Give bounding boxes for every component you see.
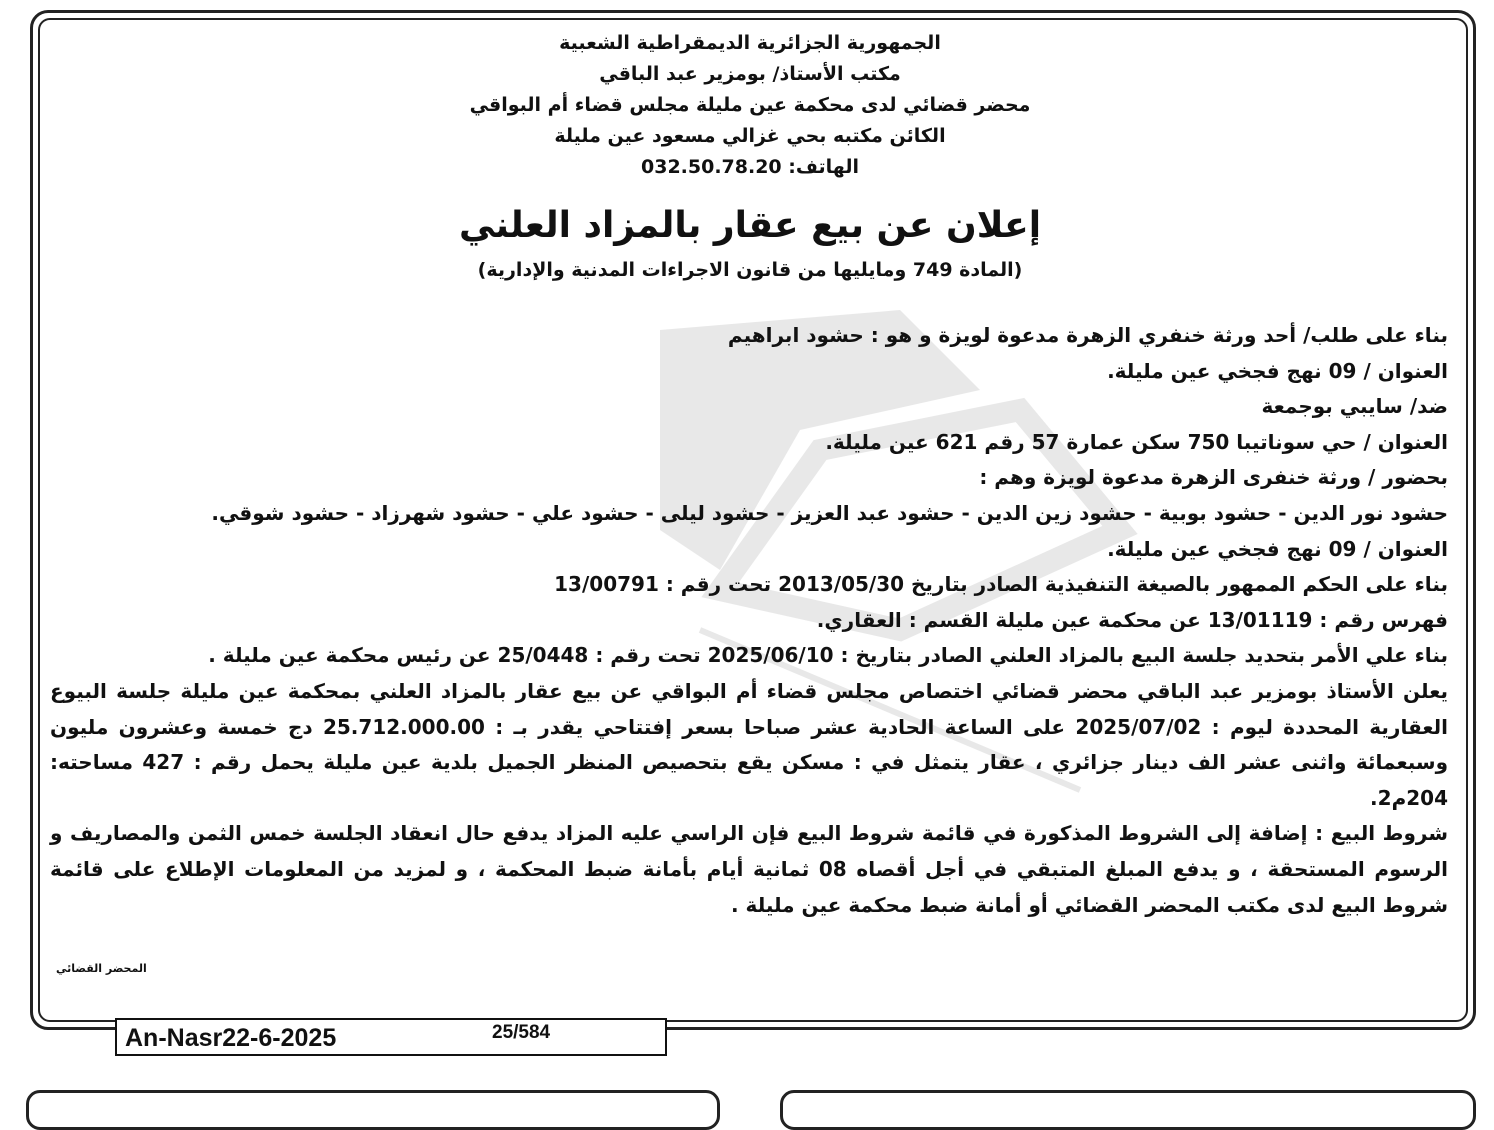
defendant-line: ضد/ سايبي بوجمعة bbox=[1261, 394, 1448, 419]
sale-conditions: شروط البيع : إضافة إلى الشروط المذكورة في قائمة شروط البيع فإن الراسي عليه المزاد يدفع حال انعقاد الجلسة خمس الثمن والمصاريف و الرسوم المستحقة ، و يدفع المبلغ المتبقي في أجل أقصاه 08 ثمانية أيام بأمانة ضبط المحكمة ، و لمزيد من المعلومات الإطلاع على قائمة شروط البيع لدى مكتب المحضر القضائي أو أمانة ضبط محكمة عين مليلة . bbox=[50, 821, 1449, 917]
index-line: فهرس رقم : 13/01119 عن محكمة عين مليلة القسم : العقاري. bbox=[816, 607, 1448, 632]
next-notice-left-border bbox=[26, 1090, 720, 1130]
heirs-intro: بحضور / ورثة خنفرى الزهرة مدعوة لويزة وهم : bbox=[979, 465, 1448, 490]
phone-label: الهاتف: bbox=[788, 156, 859, 178]
judgment-line: بناء على الحكم الممهور بالصيغة التنفيذية الصادر بتاريخ 2013/05/30 تحت رقم : 13/00791 bbox=[554, 572, 1448, 597]
publication-footer bbox=[115, 1018, 667, 1056]
publication-name-date: An-Nasr22-6-2025 bbox=[125, 1024, 337, 1052]
header-phone bbox=[50, 152, 1450, 183]
header-republic: الجمهورية الجزائرية الديمقراطية الشعبية bbox=[559, 32, 941, 54]
heirs-address: العنوان / 09 نهج فجخي عين مليلة. bbox=[1107, 536, 1448, 561]
phone-number: 032.50.78.20 bbox=[641, 156, 782, 178]
header-office: مكتب الأستاذ/ بومزير عبد الباقي bbox=[599, 63, 901, 85]
publication-reference: 25/584 bbox=[492, 1022, 551, 1043]
letterhead bbox=[50, 28, 1450, 287]
sale-announcement: يعلن الأستاذ بومزير عبد الباقي محضر قضائي اختصاص مجلس قضاء أم البواقي عن بيع عقار بالمزاد العلني بمحكمة عين مليلة جلسة البيوع العقارية المحددة ليوم : 2025/07/02 على الساعة الحادية عشر صباحا بسعر إفتتاحي يقدر بـ : 25.712.000.00 دج خمسة وعشرون مليون وسبعمائة واثنى عشر الف دينار جزائري ، عقار يتمثل في : مسكن يقع بتحصيص المنظر الجميل بلدية عين مليلة يحمل رقم : 427 مساحته: 204م2. bbox=[50, 678, 1449, 810]
signature: المحضر القضائي bbox=[56, 962, 147, 975]
notice-body bbox=[50, 318, 1448, 923]
notice-title: إعلان عن بيع عقار بالمزاد العلني bbox=[458, 205, 1042, 246]
requester-line: بناء على طلب/ أحد ورثة خنفري الزهرة مدعوة لويزة و هو : حشود ابراهيم bbox=[727, 323, 1448, 347]
requester-address: العنوان / 09 نهج فجخي عين مليلة. bbox=[1107, 358, 1448, 383]
order-line: بناء علي الأمر بتحديد جلسة البيع بالمزاد العلني الصادر بتاريخ : 2025/06/10 تحت رقم : 25/0448 عن رئيس محكمة عين مليلة . bbox=[208, 643, 1448, 668]
header-bailiff: محضر قضائي لدى محكمة عين مليلة مجلس قضاء أم البواقي bbox=[469, 94, 1031, 116]
next-notice-right-border bbox=[780, 1090, 1476, 1130]
defendant-address: العنوان / حي سوناتيبا 750 سكن عمارة 57 رقم 621 عين مليلة. bbox=[825, 429, 1448, 454]
notice-subtitle: (المادة 749 ومايليها من قانون الاجراءات المدنية والإدارية) bbox=[477, 259, 1023, 281]
header-address: الكائن مكتبه بحي غزالي مسعود عين مليلة bbox=[554, 125, 946, 147]
heirs-list: حشود نور الدين - حشود بوبية - حشود زين الدين - حشود عبد العزيز - حشود ليلى - حشود علي - حشود شهرزاد - حشود شوقي. bbox=[211, 500, 1448, 525]
